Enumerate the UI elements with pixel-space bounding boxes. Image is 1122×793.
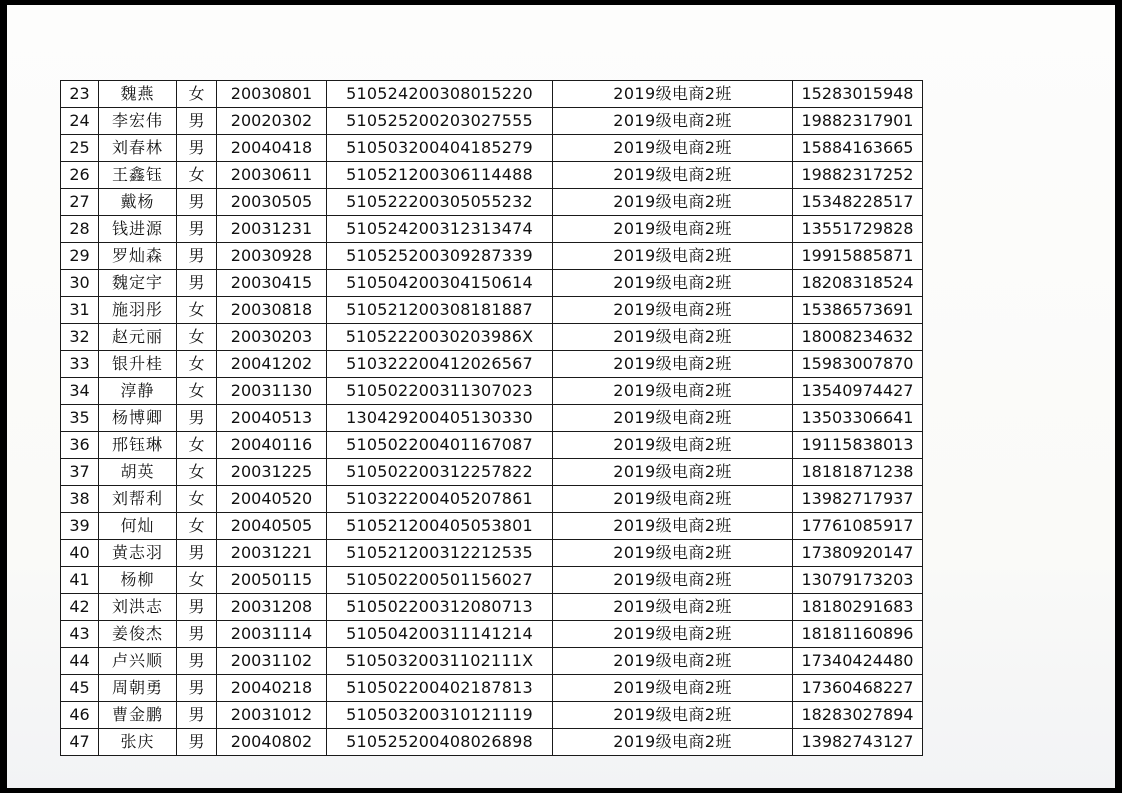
cell-gender: 女	[177, 324, 217, 351]
table-row	[61, 702, 923, 729]
cell-phone: 18180291683	[793, 594, 923, 621]
table-row	[61, 270, 923, 297]
cell-name: 魏燕	[99, 81, 177, 108]
cell-birth: 20040513	[217, 405, 327, 432]
cell-class: 2019级电商2班	[553, 189, 793, 216]
cell-name: 邢钰琳	[99, 432, 177, 459]
cell-gender: 男	[177, 243, 217, 270]
cell-name: 卢兴顺	[99, 648, 177, 675]
cell-id-number: 510504200311141214	[327, 621, 553, 648]
cell-index: 42	[61, 594, 99, 621]
cell-birth: 20031231	[217, 216, 327, 243]
cell-phone: 15983007870	[793, 351, 923, 378]
cell-phone: 19115838013	[793, 432, 923, 459]
cell-name: 何灿	[99, 513, 177, 540]
cell-class: 2019级电商2班	[553, 378, 793, 405]
cell-phone: 15884163665	[793, 135, 923, 162]
table-row	[61, 216, 923, 243]
cell-gender: 女	[177, 81, 217, 108]
cell-phone: 15348228517	[793, 189, 923, 216]
cell-index: 35	[61, 405, 99, 432]
table-row	[61, 189, 923, 216]
cell-birth: 20031130	[217, 378, 327, 405]
cell-gender: 男	[177, 108, 217, 135]
table-row	[61, 108, 923, 135]
cell-birth: 20031114	[217, 621, 327, 648]
cell-index: 39	[61, 513, 99, 540]
scanned-page	[7, 5, 1115, 788]
cell-phone: 13982743127	[793, 729, 923, 756]
cell-class: 2019级电商2班	[553, 729, 793, 756]
cell-class: 2019级电商2班	[553, 81, 793, 108]
cell-index: 27	[61, 189, 99, 216]
cell-class: 2019级电商2班	[553, 324, 793, 351]
cell-birth: 20040418	[217, 135, 327, 162]
cell-name: 银升桂	[99, 351, 177, 378]
cell-phone: 17761085917	[793, 513, 923, 540]
cell-birth: 20050115	[217, 567, 327, 594]
cell-gender: 男	[177, 135, 217, 162]
cell-name: 杨柳	[99, 567, 177, 594]
cell-birth: 20030203	[217, 324, 327, 351]
table-row	[61, 567, 923, 594]
cell-name: 赵元丽	[99, 324, 177, 351]
cell-gender: 男	[177, 621, 217, 648]
cell-id-number: 510322200405207861	[327, 486, 553, 513]
cell-birth: 20031208	[217, 594, 327, 621]
cell-id-number: 510525200408026898	[327, 729, 553, 756]
cell-class: 2019级电商2班	[553, 351, 793, 378]
table-row	[61, 621, 923, 648]
cell-index: 25	[61, 135, 99, 162]
cell-gender: 女	[177, 432, 217, 459]
cell-gender: 男	[177, 702, 217, 729]
cell-id-number: 510502200312257822	[327, 459, 553, 486]
cell-name: 王鑫钰	[99, 162, 177, 189]
cell-gender: 女	[177, 513, 217, 540]
cell-phone: 15283015948	[793, 81, 923, 108]
cell-class: 2019级电商2班	[553, 135, 793, 162]
roster-table-body	[61, 81, 923, 756]
cell-id-number: 510525200203027555	[327, 108, 553, 135]
cell-id-number: 510524200312313474	[327, 216, 553, 243]
cell-id-number: 510522200305055232	[327, 189, 553, 216]
cell-birth: 20040520	[217, 486, 327, 513]
cell-class: 2019级电商2班	[553, 432, 793, 459]
cell-index: 23	[61, 81, 99, 108]
cell-gender: 男	[177, 189, 217, 216]
cell-id-number: 510502200401167087	[327, 432, 553, 459]
cell-id-number: 510525200309287339	[327, 243, 553, 270]
cell-index: 44	[61, 648, 99, 675]
cell-gender: 男	[177, 540, 217, 567]
cell-gender: 男	[177, 216, 217, 243]
cell-class: 2019级电商2班	[553, 216, 793, 243]
cell-index: 31	[61, 297, 99, 324]
cell-class: 2019级电商2班	[553, 270, 793, 297]
cell-name: 刘洪志	[99, 594, 177, 621]
cell-phone: 19882317901	[793, 108, 923, 135]
cell-name: 罗灿森	[99, 243, 177, 270]
cell-gender: 男	[177, 270, 217, 297]
cell-birth: 20031225	[217, 459, 327, 486]
cell-id-number: 510503200404185279	[327, 135, 553, 162]
cell-gender: 女	[177, 486, 217, 513]
cell-gender: 女	[177, 567, 217, 594]
cell-index: 47	[61, 729, 99, 756]
cell-phone: 13551729828	[793, 216, 923, 243]
cell-index: 43	[61, 621, 99, 648]
cell-name: 淳静	[99, 378, 177, 405]
table-row	[61, 162, 923, 189]
cell-id-number: 510503200310121119	[327, 702, 553, 729]
table-row	[61, 540, 923, 567]
cell-index: 38	[61, 486, 99, 513]
cell-gender: 女	[177, 162, 217, 189]
cell-id-number: 510524200308015220	[327, 81, 553, 108]
cell-class: 2019级电商2班	[553, 243, 793, 270]
table-row	[61, 81, 923, 108]
cell-id-number: 130429200405130330	[327, 405, 553, 432]
cell-birth: 20040218	[217, 675, 327, 702]
cell-gender: 女	[177, 297, 217, 324]
cell-id-number: 51052220030203986X	[327, 324, 553, 351]
cell-phone: 13503306641	[793, 405, 923, 432]
cell-id-number: 510504200304150614	[327, 270, 553, 297]
cell-gender: 女	[177, 351, 217, 378]
table-row	[61, 432, 923, 459]
table-row	[61, 378, 923, 405]
table-row	[61, 729, 923, 756]
cell-class: 2019级电商2班	[553, 297, 793, 324]
cell-id-number: 510521200306114488	[327, 162, 553, 189]
table-row	[61, 675, 923, 702]
cell-name: 李宏伟	[99, 108, 177, 135]
cell-name: 刘帮利	[99, 486, 177, 513]
cell-phone: 13540974427	[793, 378, 923, 405]
cell-phone: 17340424480	[793, 648, 923, 675]
cell-gender: 男	[177, 648, 217, 675]
table-row	[61, 513, 923, 540]
cell-phone: 17360468227	[793, 675, 923, 702]
cell-class: 2019级电商2班	[553, 594, 793, 621]
cell-phone: 19882317252	[793, 162, 923, 189]
cell-class: 2019级电商2班	[553, 162, 793, 189]
cell-index: 37	[61, 459, 99, 486]
table-row	[61, 351, 923, 378]
cell-gender: 男	[177, 594, 217, 621]
cell-id-number: 510322200412026567	[327, 351, 553, 378]
cell-phone: 18181871238	[793, 459, 923, 486]
cell-name: 杨博卿	[99, 405, 177, 432]
roster-table	[60, 80, 923, 756]
cell-phone: 13079173203	[793, 567, 923, 594]
cell-name: 胡英	[99, 459, 177, 486]
cell-birth: 20030415	[217, 270, 327, 297]
cell-gender: 男	[177, 729, 217, 756]
cell-birth: 20031102	[217, 648, 327, 675]
cell-phone: 18283027894	[793, 702, 923, 729]
cell-phone: 17380920147	[793, 540, 923, 567]
cell-id-number: 51050320031102111X	[327, 648, 553, 675]
cell-gender: 男	[177, 675, 217, 702]
cell-birth: 20040802	[217, 729, 327, 756]
cell-birth: 20030505	[217, 189, 327, 216]
cell-class: 2019级电商2班	[553, 108, 793, 135]
cell-index: 26	[61, 162, 99, 189]
table-row	[61, 459, 923, 486]
cell-name: 姜俊杰	[99, 621, 177, 648]
cell-class: 2019级电商2班	[553, 567, 793, 594]
cell-gender: 男	[177, 405, 217, 432]
cell-index: 34	[61, 378, 99, 405]
cell-gender: 女	[177, 378, 217, 405]
cell-name: 周朝勇	[99, 675, 177, 702]
cell-name: 钱进源	[99, 216, 177, 243]
cell-class: 2019级电商2班	[553, 513, 793, 540]
cell-birth: 20020302	[217, 108, 327, 135]
table-row	[61, 297, 923, 324]
cell-id-number: 510502200501156027	[327, 567, 553, 594]
cell-phone: 18181160896	[793, 621, 923, 648]
roster-table-container	[60, 80, 922, 756]
cell-birth: 20040116	[217, 432, 327, 459]
cell-class: 2019级电商2班	[553, 405, 793, 432]
cell-name: 黄志羽	[99, 540, 177, 567]
cell-birth: 20030801	[217, 81, 327, 108]
cell-index: 45	[61, 675, 99, 702]
cell-id-number: 510502200402187813	[327, 675, 553, 702]
cell-index: 29	[61, 243, 99, 270]
table-row	[61, 324, 923, 351]
cell-name: 戴杨	[99, 189, 177, 216]
cell-phone: 15386573691	[793, 297, 923, 324]
cell-index: 24	[61, 108, 99, 135]
cell-phone: 19915885871	[793, 243, 923, 270]
cell-class: 2019级电商2班	[553, 486, 793, 513]
cell-id-number: 510502200312080713	[327, 594, 553, 621]
cell-index: 32	[61, 324, 99, 351]
cell-birth: 20041202	[217, 351, 327, 378]
cell-id-number: 510502200311307023	[327, 378, 553, 405]
cell-birth: 20031221	[217, 540, 327, 567]
cell-index: 28	[61, 216, 99, 243]
cell-gender: 女	[177, 459, 217, 486]
cell-class: 2019级电商2班	[553, 540, 793, 567]
cell-index: 46	[61, 702, 99, 729]
cell-birth: 20030611	[217, 162, 327, 189]
table-row	[61, 405, 923, 432]
table-row	[61, 486, 923, 513]
cell-name: 曹金鹏	[99, 702, 177, 729]
cell-index: 41	[61, 567, 99, 594]
cell-id-number: 510521200312212535	[327, 540, 553, 567]
cell-name: 张庆	[99, 729, 177, 756]
table-row	[61, 648, 923, 675]
cell-class: 2019级电商2班	[553, 648, 793, 675]
cell-phone: 18208318524	[793, 270, 923, 297]
cell-class: 2019级电商2班	[553, 702, 793, 729]
cell-name: 施羽彤	[99, 297, 177, 324]
cell-class: 2019级电商2班	[553, 621, 793, 648]
cell-id-number: 510521200308181887	[327, 297, 553, 324]
cell-index: 40	[61, 540, 99, 567]
cell-index: 30	[61, 270, 99, 297]
cell-name: 刘春林	[99, 135, 177, 162]
table-row	[61, 594, 923, 621]
cell-phone: 18008234632	[793, 324, 923, 351]
table-row	[61, 243, 923, 270]
table-row	[61, 135, 923, 162]
cell-class: 2019级电商2班	[553, 675, 793, 702]
cell-birth: 20040505	[217, 513, 327, 540]
cell-birth: 20031012	[217, 702, 327, 729]
cell-phone: 13982717937	[793, 486, 923, 513]
cell-class: 2019级电商2班	[553, 459, 793, 486]
cell-index: 33	[61, 351, 99, 378]
cell-birth: 20030818	[217, 297, 327, 324]
cell-index: 36	[61, 432, 99, 459]
cell-id-number: 510521200405053801	[327, 513, 553, 540]
cell-birth: 20030928	[217, 243, 327, 270]
cell-name: 魏定宇	[99, 270, 177, 297]
